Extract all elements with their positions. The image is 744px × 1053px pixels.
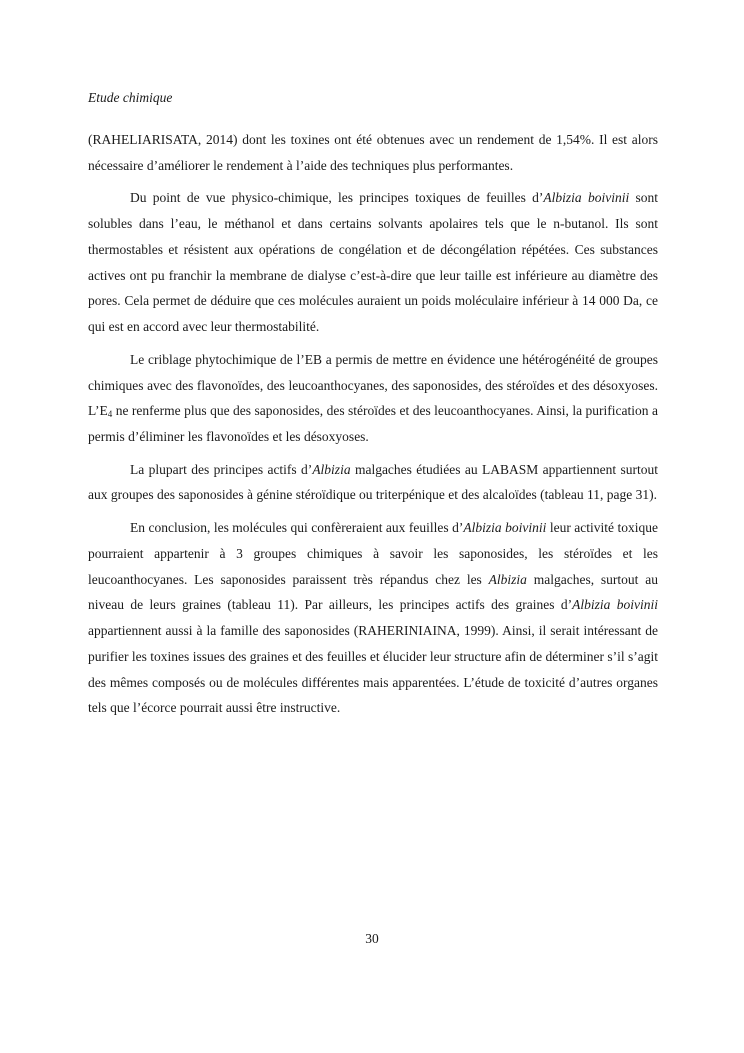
italic-text-run: Albizia boivinii xyxy=(463,519,547,535)
running-header: Etude chimique xyxy=(88,90,173,105)
body-text xyxy=(88,127,658,728)
page-number: 30 xyxy=(365,931,379,946)
text-run: malgaches, surtout au niveau de leurs graines (tableau 11). Par ailleurs, les principes actifs des graines d’ xyxy=(88,571,659,613)
text-run: Le criblage phytochimique de l’EB a permis de mettre en évidence une hétérogénéité de groupes chimiques avec des flavonoïdes, des leucoanthocyanes, des saponosides, des stéroïdes et des désoxyoses. L’E xyxy=(88,351,658,419)
text-run: En conclusion, les molécules qui confèreraient aux feuilles d’ xyxy=(130,519,464,535)
italic-text-run: Albizia boivinii xyxy=(543,190,630,206)
italic-text-run: Albizia xyxy=(488,571,527,587)
text-run: malgaches étudiées au LABASM appartiennent surtout aux groupes des saponosides à génine stéroïdique ou triterpénique et des alcaloïdes (tableau 11, page 31). xyxy=(88,461,658,503)
paragraph-1 xyxy=(88,127,658,179)
text-run: sont solubles dans l’eau, le méthanol et dans certains solvants apolaires tels que le n-butanol. Ils sont thermostables et résistent aux opérations de congélation et de décongélation répétées. Ces substances actives ont pu franchir la membrane de dialyse c’est-à-dire que leur taille est inférieure au diamètre des pores. Cela permet de déduire que ces molécules auraient un poids moléculaire inférieur à 14 000 Da, ce qui est en accord avec leur thermostabilité. xyxy=(88,190,658,335)
paragraph-3 xyxy=(88,347,658,450)
text-run: (RAHELIARISATA, 2014) dont les toxines ont été obtenues avec un rendement de 1,54%. Il est alors nécessaire d’améliorer le rendement à l’aide des techniques plus performantes. xyxy=(88,132,658,173)
paragraph-4 xyxy=(88,457,658,509)
italic-text-run: Albizia boivinii xyxy=(572,597,659,613)
text-run: Du point de vue physico-chimique, les principes toxiques de feuilles d’ xyxy=(130,190,544,206)
text-run: leur activité toxique pourraient appartenir à 3 groupes chimiques à savoir les saponosides, les stéroïdes et les leucoanthocyanes. Les saponosides paraissent très répandus chez les xyxy=(88,519,658,587)
paragraph-5 xyxy=(88,515,658,721)
subscript-text: 4 xyxy=(107,409,113,420)
paragraph-2 xyxy=(88,185,658,340)
text-run: La plupart des principes actifs d’ xyxy=(130,461,313,477)
italic-text-run: Albizia xyxy=(312,461,351,477)
text-run: appartiennent aussi à la famille des saponosides (RAHERINIAINA, 1999). Ainsi, il serait intéressant de purifier les toxines issues des graines et des feuilles et élucider leur structure afin de déterminer s’il s’agit des mêmes composés ou de molécules différentes mais apparentées. L’étude de toxicité d’autres organes tels que l’écorce pourrait aussi être instructive. xyxy=(88,623,658,716)
text-run: ne renferme plus que des saponosides, des stéroïdes et des leucoanthocyanes. Ainsi, la purification a permis d’éliminer les flavonoïdes et les désoxyoses. xyxy=(88,403,658,445)
